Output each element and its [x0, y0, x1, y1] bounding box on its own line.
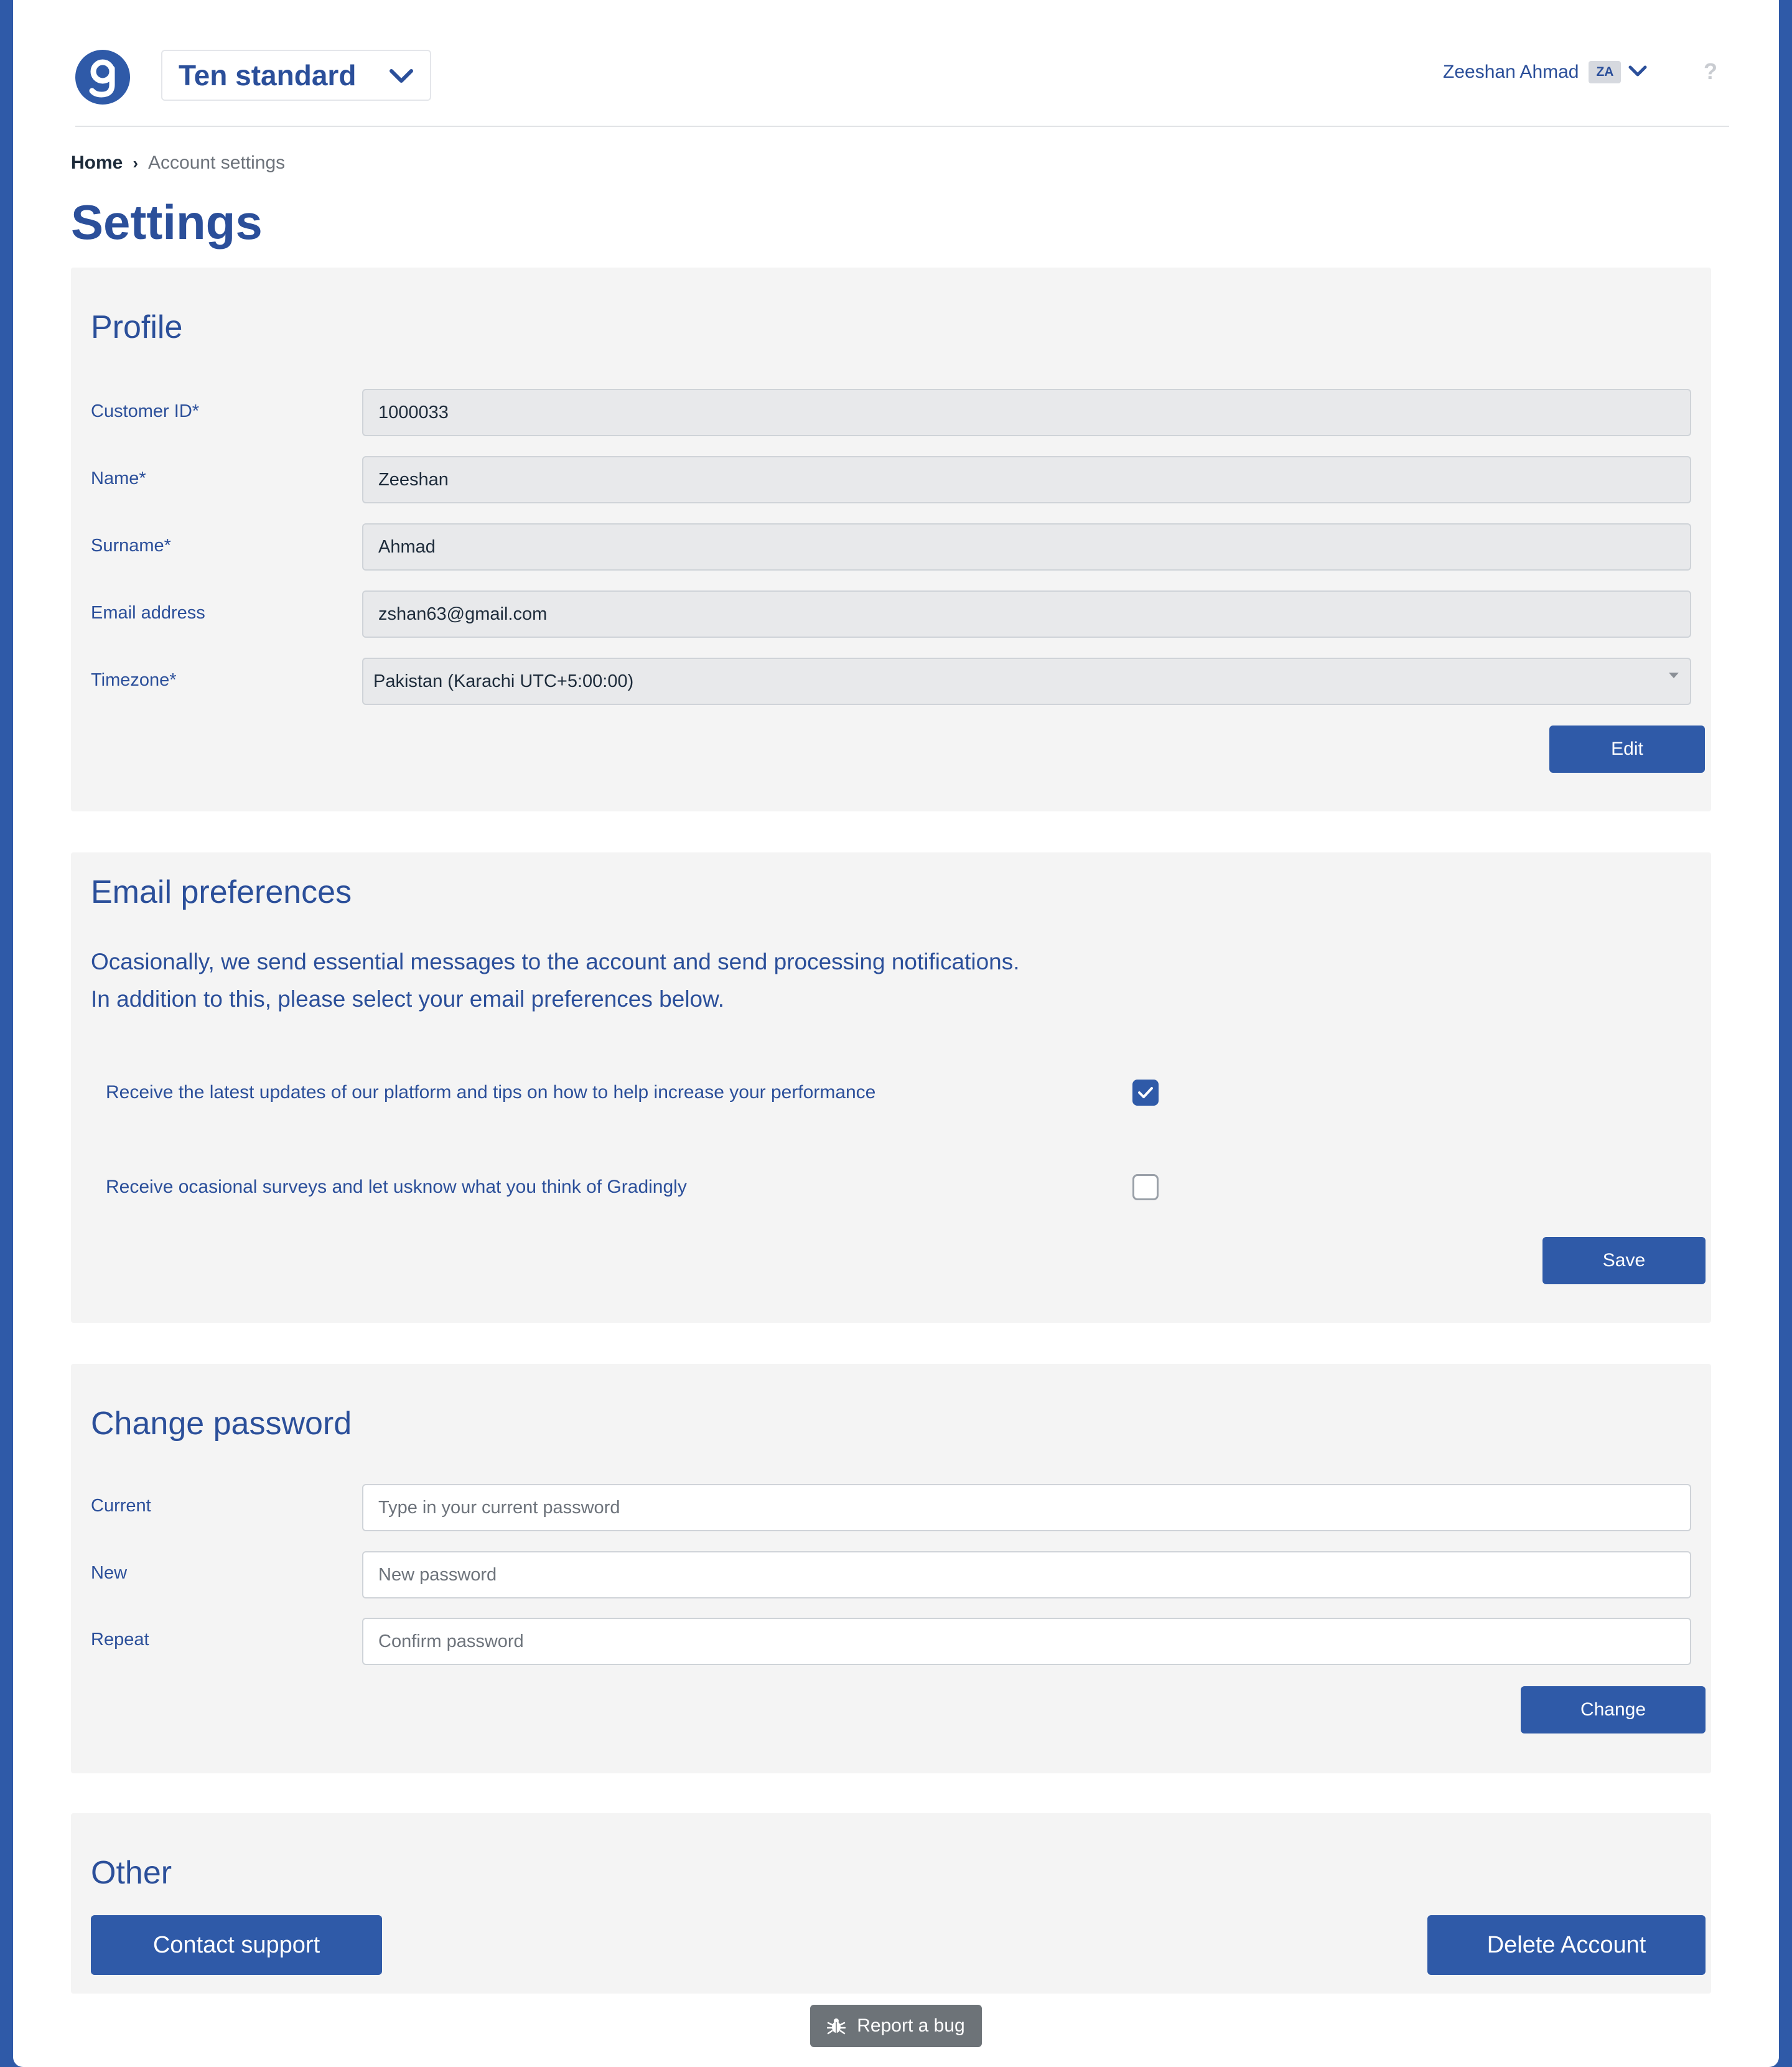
change-password-card	[71, 1364, 1711, 1773]
current-password-label: Current	[91, 1496, 151, 1516]
report-bug-label: Report a bug	[857, 2015, 965, 2036]
app-window	[13, 0, 1779, 2067]
updates-option-label: Receive the latest updates of our platform and tips on how to help increase your performance	[106, 1082, 876, 1103]
report-bug-button[interactable]	[810, 2005, 982, 2047]
profile-card	[71, 268, 1711, 811]
surname-field[interactable]	[362, 523, 1691, 571]
product-select[interactable]	[161, 50, 431, 101]
email-field[interactable]	[362, 590, 1691, 638]
surveys-option-label: Receive ocasional surveys and let usknow what you think of Gradingly	[106, 1177, 687, 1197]
user-menu[interactable]	[1443, 61, 1647, 83]
profile-title: Profile	[91, 309, 183, 345]
email-preferences-intro-2: In addition to this, please select your email preferences below.	[91, 986, 725, 1012]
surveys-checkbox[interactable]	[1132, 1174, 1159, 1200]
breadcrumb-home[interactable]: Home	[71, 152, 123, 173]
header-divider	[75, 126, 1729, 127]
other-title: Other	[91, 1855, 172, 1891]
timezone-select[interactable]	[362, 658, 1691, 705]
avatar: ZA	[1589, 61, 1621, 83]
repeat-password-label: Repeat	[91, 1630, 149, 1649]
email-preferences-title: Email preferences	[91, 874, 352, 910]
updates-checkbox[interactable]	[1132, 1080, 1159, 1106]
dropdown-arrow-icon	[1669, 673, 1679, 678]
surname-label: Surname*	[91, 536, 171, 556]
breadcrumb-separator-icon: ›	[133, 153, 139, 172]
email-preferences-intro-1: Ocasionally, we send essential messages to the account and send processing notifications.	[91, 949, 1020, 974]
edit-button[interactable]: Edit	[1549, 726, 1705, 773]
repeat-password-input[interactable]	[362, 1618, 1691, 1665]
name-label: Name*	[91, 469, 146, 488]
new-password-label: New	[91, 1563, 128, 1583]
product-select-label: Ten standard	[179, 59, 357, 91]
customer-id-field[interactable]	[362, 389, 1691, 436]
timezone-label: Timezone*	[91, 670, 177, 690]
customer-id-label: Customer ID*	[91, 401, 200, 421]
email-label: Email address	[91, 603, 205, 623]
page-title: Settings	[71, 195, 263, 250]
change-password-title: Change password	[91, 1406, 352, 1442]
save-button[interactable]: Save	[1542, 1237, 1706, 1284]
delete-account-button[interactable]: Delete Account	[1427, 1915, 1706, 1975]
new-password-input[interactable]	[362, 1551, 1691, 1598]
chevron-down-icon	[1628, 64, 1647, 81]
chevron-down-icon	[389, 67, 414, 89]
name-field[interactable]	[362, 456, 1691, 503]
other-card	[71, 1813, 1711, 1994]
change-password-button[interactable]: Change	[1521, 1686, 1706, 1733]
help-icon[interactable]: ?	[1704, 58, 1717, 84]
contact-support-button[interactable]: Contact support	[91, 1915, 382, 1975]
email-preferences-card	[71, 852, 1711, 1323]
check-icon	[1137, 1086, 1154, 1099]
breadcrumb	[71, 152, 285, 174]
timezone-value: Pakistan (Karachi UTC+5:00:00)	[373, 671, 634, 691]
current-password-input[interactable]	[362, 1484, 1691, 1531]
user-name: Zeeshan Ahmad	[1443, 62, 1579, 82]
breadcrumb-current: Account settings	[148, 152, 286, 173]
bug-icon	[827, 2017, 846, 2035]
gradingly-logo-icon[interactable]	[75, 50, 130, 105]
